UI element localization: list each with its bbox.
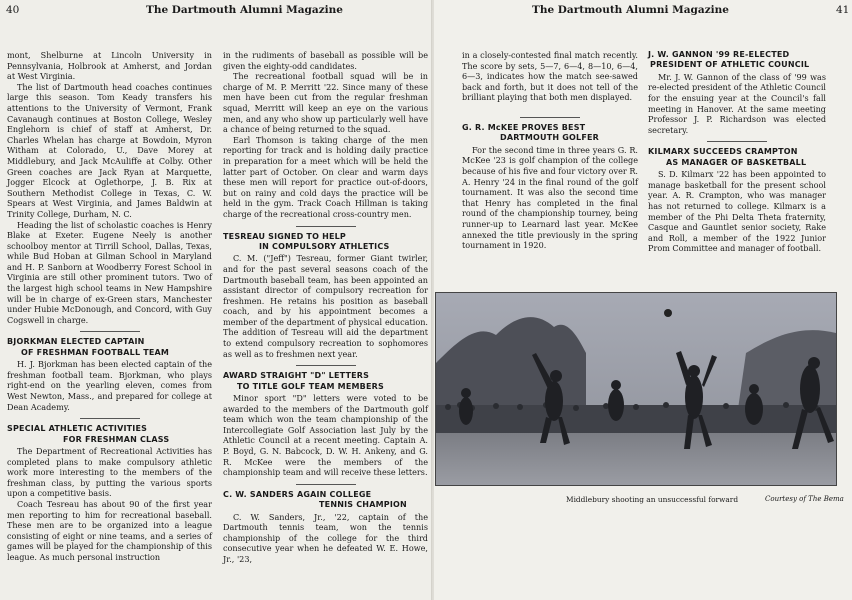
running-head-right: The Dartmouth Alumni Magazine [532, 4, 729, 16]
photo-credit: Courtesy of The Bema [765, 495, 844, 503]
headline-line: KILMARX SUCCEEDS CRAMPTON [648, 147, 798, 157]
headline-line: TENNIS CHAMPION [319, 500, 407, 510]
left-column-2 [223, 50, 428, 565]
right-column-2 [648, 50, 826, 254]
divider [707, 141, 767, 142]
paragraph: The Department of Recreational Activities has completed plans to make compulsory athletic work more interesting to the members of the freshman class, by putting the various sports upon a competitive basis. [7, 446, 212, 499]
paragraph: Minor sport "D" letters were voted to be awarded to the members of the Dartmouth golf team which won the team championship of the Intercollegiate Golf Association last July by the Athletic Council at a recent meeting. Captain A. P. Boyd, G. N. Babcock, D. W. H. Ankeny, and G. R. McKee were the members of the championship team and will receive these letters. [223, 393, 428, 478]
headline-special-activities [7, 424, 212, 445]
paragraph: in a closely-contested final match recently. The score by sets, 5—7, 6—4, 8—10, 6—4, 6—3, indicates how the match see-sawed back and forth, but it does not tell of the brilliant playing that both men displayed. [462, 50, 638, 103]
paragraph: Earl Thomson is taking charge of the men reporting for track and is holding daily practice in preparation for a meet which will be held the latter part of October. On clear and warm days these men will report for practice out-of-doors, but on rainy and cold days the practice will be held in the gym. Track Coach Hillman is taking charge of the recreational cross-country men. [223, 134, 428, 219]
paragraph: C. W. Sanders, Jr., '22, captain of the Dartmouth tennis team, won the tennis championship of the college for the third consecutive year when he defeated W. E. Howe, Jr., '23, [223, 511, 428, 564]
headline-line: G. R. McKEE PROVES BEST [462, 122, 586, 132]
paragraph: in the rudiments of baseball as possible will be given the eighty-odd candidates. [223, 50, 428, 71]
football-photo [435, 292, 837, 486]
headline-line: PRESIDENT OF ATHLETIC COUNCIL [650, 60, 810, 70]
headline-tesreau [223, 232, 428, 253]
headline-line: IN COMPULSORY ATHLETICS [259, 241, 390, 251]
page-number-right: 41 [836, 4, 850, 16]
paragraph: S. D. Kilmarx '22 has been appointed to manage basketball for the present school year. A. R. Crampton, who was manager has not returned to college. Kilmarx is a member of the Phi Delta Theta fraternity, Casque and Gauntlet senior society, Rake and Roll, a member of the 1922 Junior Prom Committee and manager of football. [648, 169, 826, 254]
headline-line: FOR FRESHMAN CLASS [63, 434, 170, 444]
headline-line: TO TITLE GOLF TEAM MEMBERS [237, 381, 384, 391]
headline-line: TESREAU SIGNED TO HELP [223, 231, 346, 241]
headline-gannon [648, 50, 826, 71]
headline-line: J. W. GANNON '99 RE-ELECTED [648, 50, 790, 59]
divider [296, 365, 356, 366]
right-column-1 [462, 50, 638, 251]
paragraph: Mr. J. W. Gannon of the class of '99 was re-elected president of the Athletic Council for the ensuing year at the Council's fall meeting in Hanover. At the same meeting Professor J. P. Richardson was elected secretary. [648, 71, 826, 135]
headline-line: OF FRESHMAN FOOTBALL TEAM [21, 347, 170, 357]
left-column-1 [7, 50, 212, 563]
running-head-left: The Dartmouth Alumni Magazine [146, 4, 343, 16]
headline-sanders [223, 490, 428, 511]
divider [520, 117, 580, 118]
paragraph: C. M. ("Jeff") Tesreau, former Giant twirler, and for the past several seasons coach of the Dartmouth baseball team, has been appointed an assistant director of compulsory recreation for freshmen. He retains his position as baseball coach, and by his appointment becomes a member of the department of physical education. The addition of Tesreau will aid the department to extend compulsory recreation to sophomores as well as to freshmen next year. [223, 253, 428, 359]
photo-caption: Middlebury shooting an unsuccessful forward [566, 495, 739, 504]
headline-line: DARTMOUTH GOLFER [500, 133, 600, 143]
headline-bjorkman [7, 337, 212, 358]
divider [80, 331, 140, 332]
headline-kilmarx [648, 147, 826, 168]
paragraph: Heading the list of scholastic coaches is Henry Blake at Exeter. Eugene Neely is another schoolboy mentor at Tirrill School, Dallas, Texas, while Bud Hoban at Gilman School in Maryland and H. P. Sanborn at Woodberry Forest School in Virginia are still other prominent tutors. Two of the largest high school teams in New Hampshire will be in charge of ex-Green stars, Manchester under Hubie McDonough, and Concord, with Guy Cogswell in charge. [7, 219, 212, 325]
headline-line: AWARD STRAIGHT "D" LETTERS [223, 371, 370, 381]
headline-line: C. W. SANDERS AGAIN COLLEGE [223, 489, 372, 499]
headline-line: AS MANAGER OF BASKETBALL [666, 157, 807, 167]
paragraph: The list of Dartmouth head coaches continues large this season. Tom Keady transfers his attentions to the University of Vermont, Frank Cavanaugh continues at Boston College, Wesley Englehorn is chief of staff at Amherst, Dr. Charles Whelan has charge at Bowdoin, Myron Witham at Colorado, U., Dave Morey at Middlebury, and Jack McAuliffe at Colby. Other Green coaches are Jack Ryan at Marquette, Jogger Elcock at Oglethorpe, J. B. Rix at Southern Methodist College in Texas, C. W. Spears at West Virginia, and James Baldwin at Trinity College, Durham, N. C. [7, 81, 212, 219]
football-photo-illustration [436, 293, 836, 485]
paragraph: Coach Tesreau has about 90 of the first year men reporting to him for recreational baseball. These men are to be organized into a league consisting of eight or nine teams, and a series of games will be played for the championship of this league. As much personal instruction [7, 499, 212, 562]
headline-line: BJORKMAN ELECTED CAPTAIN [7, 337, 145, 347]
paragraph: For the second time in three years G. R. McKee '23 is golf champion of the college because of his five and four victory over R. A. Henry '24 in the final round of the golf tournament. It was also the second time that Henry has completed in the final round of the championship tourney, being runner-up to Learnard last year. McKee annexed the title previously in the spring tournament in 1920. [462, 144, 638, 251]
headline-mckee [462, 123, 638, 144]
paragraph: The recreational football squad will be in charge of M. P. Merritt '22. Since many of these men have been cut from the regular freshman squad, Merritt will keep an eye on the various men, and any who show up particularly well have a chance of being returned to the squad. [223, 71, 428, 135]
paragraph: mont, Shelburne at Lincoln University in Pennsylvania, Holbrook at Amherst, and Jordan at West Virginia. [7, 50, 212, 82]
divider [296, 484, 356, 485]
page-number-left: 40 [6, 4, 20, 16]
paragraph: H. J. Bjorkman has been elected captain of the freshman football team. Bjorkman, who plays right-end on the yearling eleven, comes from West Newton, Mass., and prepared for college at Dean Academy. [7, 359, 212, 412]
divider [296, 226, 356, 227]
divider [80, 418, 140, 419]
headline-award [223, 371, 428, 392]
headline-line: SPECIAL ATHLETIC ACTIVITIES [7, 424, 148, 434]
